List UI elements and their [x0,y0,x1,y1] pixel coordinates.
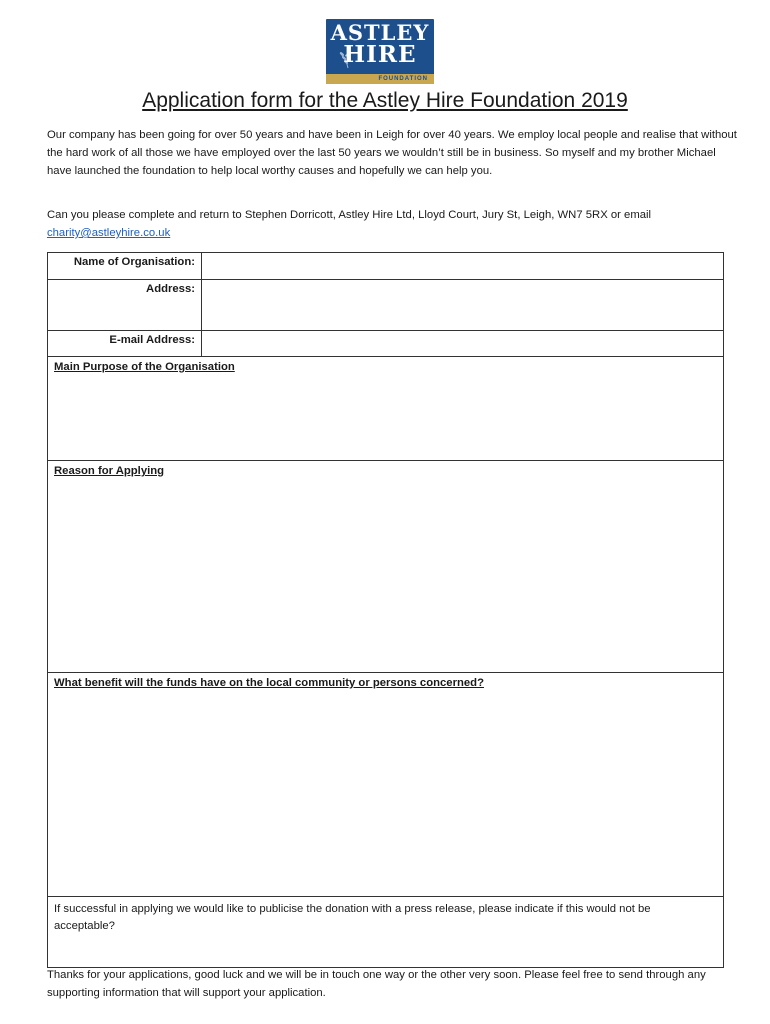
community-benefit-heading: What benefit will the funds have on the local community or persons concerned? [54,677,484,689]
footer-paragraph: Thanks for your applications, good luck and we will be in touch one way or the other very soon. Please feel free to send through any supporting information that will support your application. [47,969,706,999]
astley-hire-logo [326,19,434,84]
main-purpose-section[interactable] [48,357,724,461]
reason-for-applying-section[interactable] [48,461,724,673]
email-link[interactable]: charity@astleyhire.co.uk [47,227,171,239]
publicise-section[interactable] [48,897,724,968]
contact-text: Can you please complete and return to Stephen Dorricott, Astley Hire Ltd, Lloyd Court, Jury St, Leigh, WN7 5RX or email [47,209,652,221]
logo-word-astley: ASTLEY [330,20,430,45]
main-purpose-heading: Main Purpose of the Organisation [54,361,235,373]
address-label: Address: [48,280,202,331]
publicise-note: If successful in applying we would like to publicise the donation with a press release, please indicate if this would not be acceptable? [54,903,651,932]
reason-for-applying-heading: Reason for Applying [54,465,165,477]
contact-paragraph [47,206,737,242]
application-form-table [47,252,724,968]
logo-foundation-band: FOUNDATION [326,74,434,84]
community-benefit-section[interactable] [48,673,724,897]
email-address-field[interactable] [202,331,724,357]
logo-word-hire: HIRE [343,41,417,68]
intro-paragraph: Our company has been going for over 50 years and have been in Leigh for over 40 years. We employ local people and realise that without the hard work of all those we have employed over the last 50 years we wouldn’t still be in business. So myself and my brother Michael have launched the foundation to help local worthy causes and hopefully we can help you. [47,129,737,177]
address-field[interactable] [202,280,724,331]
name-of-organisation-field[interactable] [202,253,724,280]
name-of-organisation-label: Name of Organisation: [48,253,202,280]
page-title: Application form for the Astley Hire Foundation 2019 [142,89,628,112]
email-address-label: E-mail Address: [48,331,202,357]
